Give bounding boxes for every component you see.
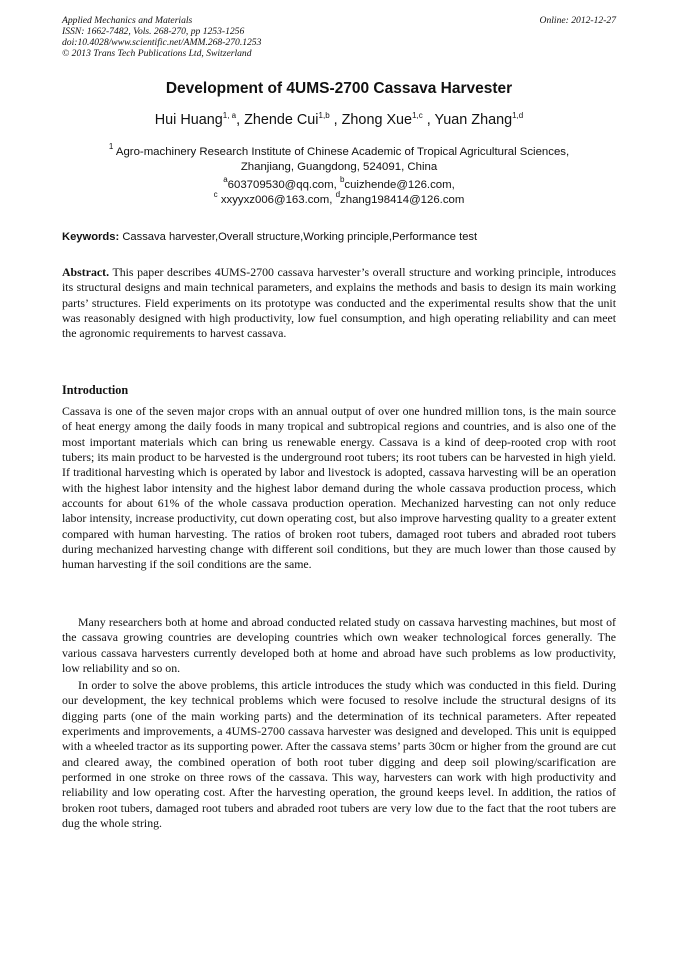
intro-paragraph-1: Cassava is one of the seven major crops with an annual output of over one hundred million tons, is the main source of heat energy among the daily foods in many tropical and subtropical regions and countries, and is also one of the most important materials which can bring us renewable energy. Cassava is a kind of deep-rooted crop with root tubers; its main product to be harvested is the underground root tubers; its root tubers can be harvested in high yield. If traditional harvesting which is operated by labor and livestock is adopted, cassava harvesting will be an operation with the highest labor intensity and the highest labor demand during the whole cassava production process, which accounts for about 61% of the whole cassava production operation. Mechanized harvesting can not only reduce labor intensity, increase productivity, cut down operating cost, but also improve harvesting quality to a greater extent compared with human harvesting. The ratios of broken root tubers, damaged root tubers and abraded root tubers during mechanized harvesting change with different soil conditions, but they are much lower than those caused by human harvesting if the soil conditions are the same. [62,404,616,572]
author-superscript: 1,b [318,111,330,120]
abstract-text: This paper describes 4UMS-2700 cassava harvester’s overall structure and working principle, introduces its structural designs and main technical parameters, and explains the methods and basis to design its main working parts’ structures. Field experiments on its prototype was conducted and the experimental results show that the unit was reasonably designed with high productivity, low fuel consumption, and high operating reliability and can meet the agronomic requirements to harvest cassava. [62,265,616,341]
section-heading-introduction: Introduction [62,383,129,397]
abstract [62,265,616,342]
affiliation-line: Zhanjiang, Guangdong, 524091, China [240,160,438,173]
email-address[interactable]: zhang198414@126.com [340,193,465,206]
email-superscript: c [213,189,218,199]
affiliation [62,142,616,174]
journal-name: Applied Mechanics and Materials [62,15,193,26]
author-superscript: 1, a [222,111,237,120]
doi-line: doi:10.4028/www.scientific.net/AMM.268-270.1253 [62,37,262,48]
email-superscript: b [339,175,345,184]
keywords [62,231,616,243]
keywords-label: Keywords: [62,231,120,243]
abstract-label: Abstract. [62,265,110,279]
author-superscript: 1,d [512,111,524,120]
affiliation-line: Agro-machinery Research Institute of Chinese Academic of Tropical Agricultural Sciences, [115,146,570,158]
copyright-line: © 2013 Trans Tech Publications Ltd, Switzerland [62,48,252,59]
email-superscript: a [223,175,228,184]
journal-header [62,15,616,59]
email-address[interactable]: 603709530@qq.com, [227,179,337,191]
email-superscript: d [335,189,341,199]
keywords-text: Cassava harvester,Overall structure,Working principle,Performance test [122,231,478,243]
author-name: Hui Huang [154,112,223,128]
email-address[interactable]: xxyyxz006@163.com, [220,193,333,206]
email-address[interactable]: cuizhende@126.com, [344,179,455,191]
paper-title: Development of 4UMS-2700 Cassava Harvester [165,80,513,97]
affiliation-superscript: 1 [108,142,114,151]
author-list: Hui Huang$^{1, a}$, Zhende Cui$^{1,b}$ , Zhong Xue$^{1,c}$ , Yuan Zhang$^{1,d}$ [154,111,524,128]
author-superscript: 1,c [412,111,423,120]
author-name: Zhende Cui [244,112,319,128]
author-name: Yuan Zhang [434,112,513,128]
author-name: Zhong Xue [341,112,413,128]
author-emails [62,175,616,207]
issn-line: ISSN: 1662-7482, Vols. 268-270, pp 1253-1256 [62,26,245,37]
online-date: Online: 2012-12-27 [539,15,616,26]
intro-paragraph-2: Many researchers both at home and abroad conducted related study on cassava harvesting machines, but most of the cassava growing countries are developing countries which own weaker technological forces generally. The various cassava harvesters currently developed both at home and abroad have such problems as low productivity, low reliability and so on. [62,615,616,676]
intro-paragraph-3: In order to solve the above problems, this article introduces the study which was conducted in this field. During our development, the key technical problems which were focused to resolve include the structural designs of its digging parts (one of the main working parts) and the determination of its technical parameters. After repeated experiments and improvements, a 4UMS-2700 cassava harvester was designed and developed. This unit is equipped with a wheeled tractor as its supporting power. After the cassava stems’ parts 30cm or higher from the ground are cut and cleared away, the combined operation of both root tuber digging and deep soil plowing/scarification are performed in one stroke on three rows of the cassava. This way, harvesters can work with high productivity and reliability and low operating cost. After the harvesting operation, the ground keeps level. In addition, the ratios of broken root tubers, damaged root tubers and abraded root tubers are very low due to the fact that the root tubers are dug the whole string. [62,678,616,831]
